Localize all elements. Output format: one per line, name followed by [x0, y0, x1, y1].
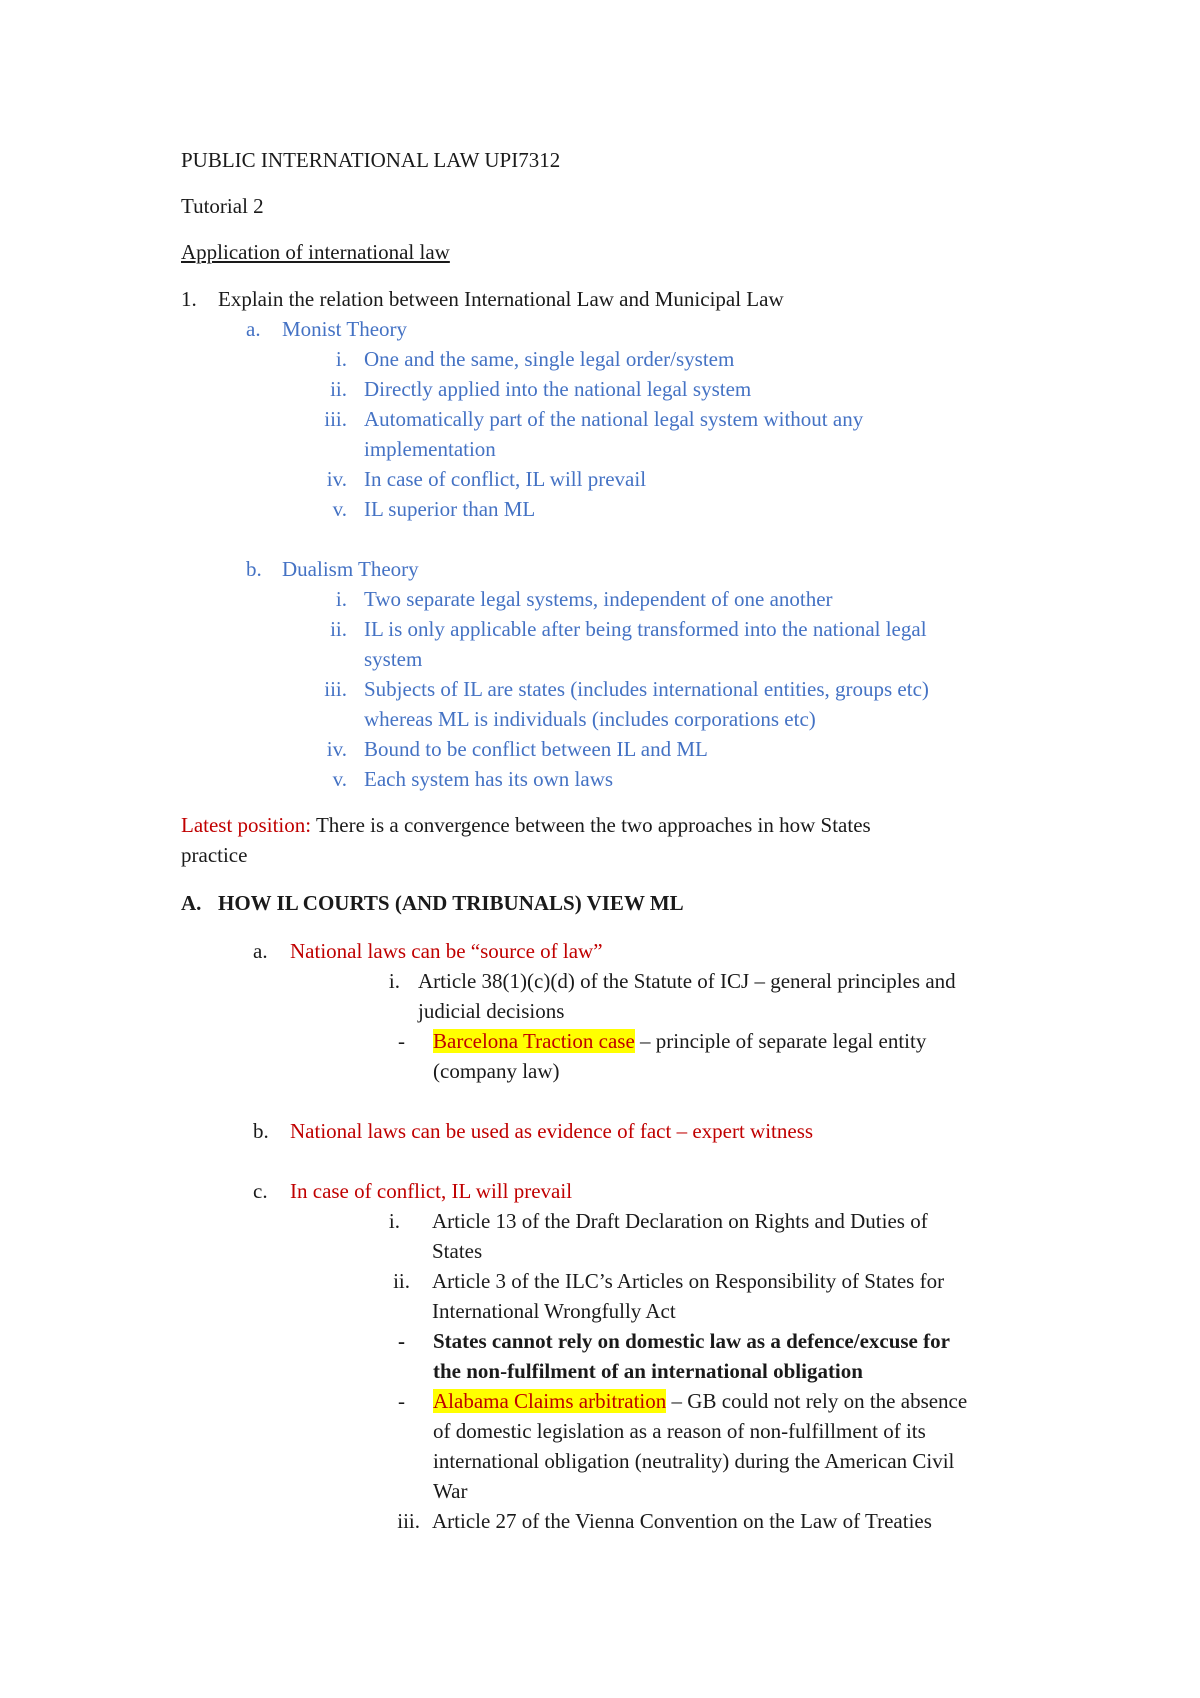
- alabama-cont-1: of domestic legislation as a reason of non-fulfillment of its: [433, 1419, 926, 1443]
- monist-item: Automatically part of the national legal system without any: [364, 407, 864, 431]
- alabama-claims-arbitration: Alabama Claims arbitration: [433, 1389, 667, 1413]
- barcelona-text: – principle of separate legal entity: [634, 1029, 927, 1053]
- course-title: PUBLIC INTERNATIONAL LAW UPI7312: [181, 148, 561, 172]
- tutorial-label: Tutorial 2: [181, 194, 264, 218]
- dualism-title: Dualism Theory: [282, 557, 419, 581]
- dualism-item-num: v.: [332, 767, 347, 791]
- a-c-ii-cont: International Wrongfully Act: [432, 1299, 676, 1323]
- states-cannot-rely-cont: the non-fulfilment of an international obligation: [433, 1359, 863, 1383]
- a-a-title: National laws can be “source of law”: [290, 939, 603, 963]
- dualism-item: Subjects of IL are states (includes international entities, groups etc): [364, 677, 929, 701]
- dualism-item: Bound to be conflict between IL and ML: [364, 737, 708, 761]
- a-a-i-cont: judicial decisions: [418, 999, 565, 1023]
- monist-item-num: ii.: [330, 377, 347, 401]
- q1-number: 1.: [181, 287, 197, 311]
- a-c-iii-num: iii.: [397, 1509, 420, 1533]
- a-c-iii-text: Article 27 of the Vienna Convention on the Law of Treaties: [432, 1509, 932, 1533]
- dash-bullet: -: [398, 1389, 405, 1413]
- monist-item-num: v.: [332, 497, 347, 521]
- dualism-item: Two separate legal systems, independent of one another: [364, 587, 833, 611]
- a-c-i-text: Article 13 of the Draft Declaration on Rights and Duties of: [432, 1209, 928, 1233]
- monist-item: IL superior than ML: [364, 497, 536, 521]
- monist-title: Monist Theory: [282, 317, 408, 341]
- a-a-i-num: i.: [388, 969, 400, 993]
- monist-item: In case of conflict, IL will prevail: [364, 467, 647, 491]
- monist-item-cont: implementation: [364, 437, 496, 461]
- section-a-title: HOW IL COURTS (AND TRIBUNALS) VIEW ML: [218, 891, 684, 915]
- states-cannot-rely: States cannot rely on domestic law as a defence/excuse for: [433, 1329, 950, 1353]
- alabama-cont-2: international obligation (neutrality) during the American Civil: [433, 1449, 955, 1473]
- barcelona-cont: (company law): [433, 1059, 560, 1083]
- alabama-text: – GB could not rely on the absence: [666, 1389, 968, 1413]
- dualism-item-num: i.: [335, 587, 347, 611]
- a-c-ii-num: ii.: [393, 1269, 410, 1293]
- dualism-item: IL is only applicable after being transformed into the national legal: [364, 617, 927, 641]
- monist-item: Directly applied into the national legal system: [364, 377, 752, 401]
- alabama-line: [433, 1387, 967, 1415]
- a-c-i-cont: States: [432, 1239, 483, 1263]
- latest-position: [181, 811, 871, 839]
- a-c-i-num: i.: [388, 1209, 400, 1233]
- barcelona-traction-case: Barcelona Traction case: [433, 1029, 635, 1053]
- monist-item: One and the same, single legal order/system: [364, 347, 735, 371]
- dualism-item-cont: whereas ML is individuals (includes corporations etc): [364, 707, 816, 731]
- latest-position-text: There is a convergence between the two approaches in how States: [311, 813, 871, 837]
- a-c-label: c.: [253, 1179, 268, 1203]
- latest-position-label: Latest position:: [181, 813, 312, 837]
- a-a-i-text: Article 38(1)(c)(d) of the Statute of ICJ – general principles and: [418, 969, 956, 993]
- section-title: Application of international law: [181, 240, 450, 264]
- monist-item-num: i.: [335, 347, 347, 371]
- dash-bullet: -: [398, 1029, 405, 1053]
- dualism-item-num: ii.: [330, 617, 347, 641]
- a-b-title: National laws can be used as evidence of fact – expert witness: [290, 1119, 814, 1143]
- dualism-label: b.: [246, 557, 262, 581]
- monist-item-num: iv.: [326, 467, 347, 491]
- q1-text: Explain the relation between International Law and Municipal Law: [218, 287, 784, 311]
- dualism-item-cont: system: [364, 647, 423, 671]
- dualism-item-num: iv.: [326, 737, 347, 761]
- latest-position-cont: practice: [181, 843, 248, 867]
- section-a-label: A.: [181, 891, 202, 915]
- dash-bullet: -: [398, 1329, 405, 1353]
- a-c-ii-text: Article 3 of the ILC’s Articles on Responsibility of States for: [432, 1269, 945, 1293]
- dualism-item-num: iii.: [324, 677, 347, 701]
- a-a-label: a.: [253, 939, 268, 963]
- a-c-title: In case of conflict, IL will prevail: [290, 1179, 573, 1203]
- dualism-item: Each system has its own laws: [364, 767, 614, 791]
- a-b-label: b.: [253, 1119, 269, 1143]
- alabama-cont-3: War: [433, 1479, 468, 1503]
- barcelona-line: [433, 1027, 926, 1055]
- monist-label: a.: [246, 317, 261, 341]
- monist-item-num: iii.: [324, 407, 347, 431]
